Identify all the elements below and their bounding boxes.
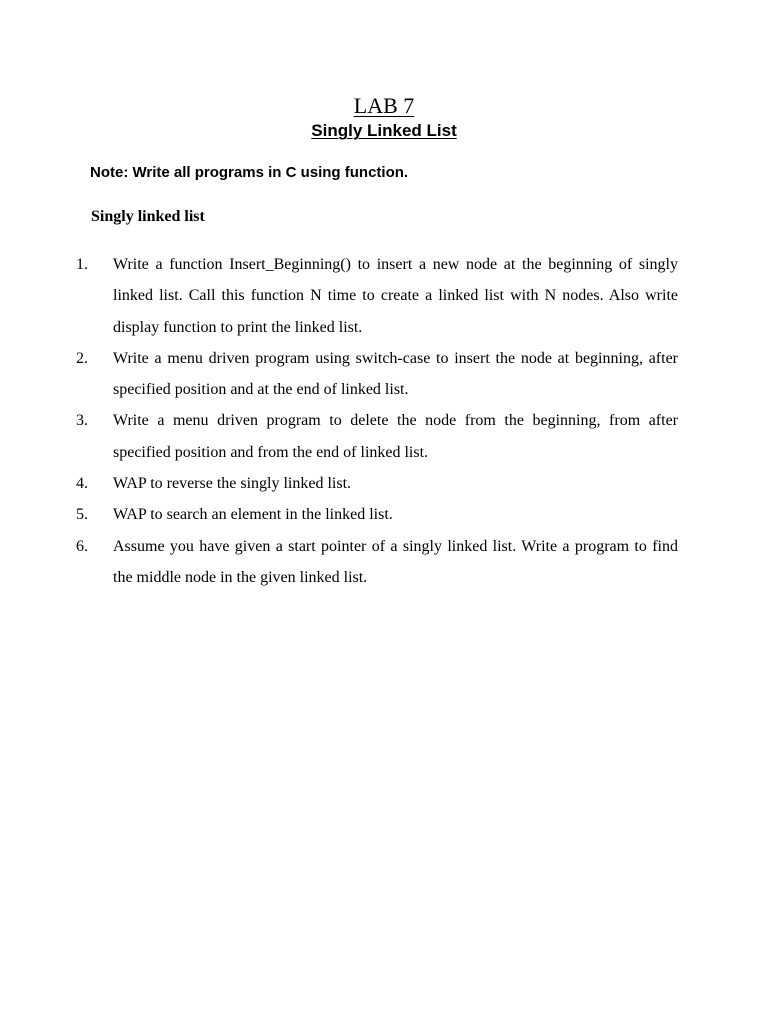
task-number: 1.: [76, 256, 88, 273]
section-heading: Singly linked list: [91, 208, 205, 225]
task-list: [76, 249, 678, 593]
task-text: Write a function Insert_Beginning() to insert a new node at the beginning of singly linked list. Call this function N time to create a linked list with N nodes. Also write display function to print the linked list.: [113, 256, 678, 336]
task-text: Write a menu driven program to delete the node from the beginning, from after specified position and from the end of linked list.: [113, 412, 678, 461]
task-text: Assume you have given a start pointer of a singly linked list. Write a program to find the middle node in the given linked list.: [113, 537, 678, 586]
task-text: WAP to search an element in the linked list.: [113, 506, 393, 524]
note-text: Note: Write all programs in C using function.: [90, 164, 409, 181]
task-number: 3.: [76, 412, 88, 430]
task-item-5: [76, 499, 678, 530]
task-text: Write a menu driven program using switch-case to insert the node at beginning, after specified position and at the end of linked list.: [113, 349, 678, 399]
task-item-4: [76, 468, 678, 499]
lab-title: LAB 7: [353, 93, 415, 118]
task-item-2: [76, 343, 678, 406]
lab-subtitle: Singly Linked List: [311, 121, 457, 140]
task-number: 4.: [76, 475, 88, 493]
task-number: 6.: [76, 537, 88, 555]
task-item-3: [76, 405, 678, 468]
task-text: WAP to reverse the singly linked list.: [113, 475, 352, 493]
task-item-1: [76, 249, 678, 343]
task-number: 5.: [76, 506, 88, 524]
task-number: 2.: [76, 349, 88, 367]
task-item-6: [76, 531, 678, 594]
